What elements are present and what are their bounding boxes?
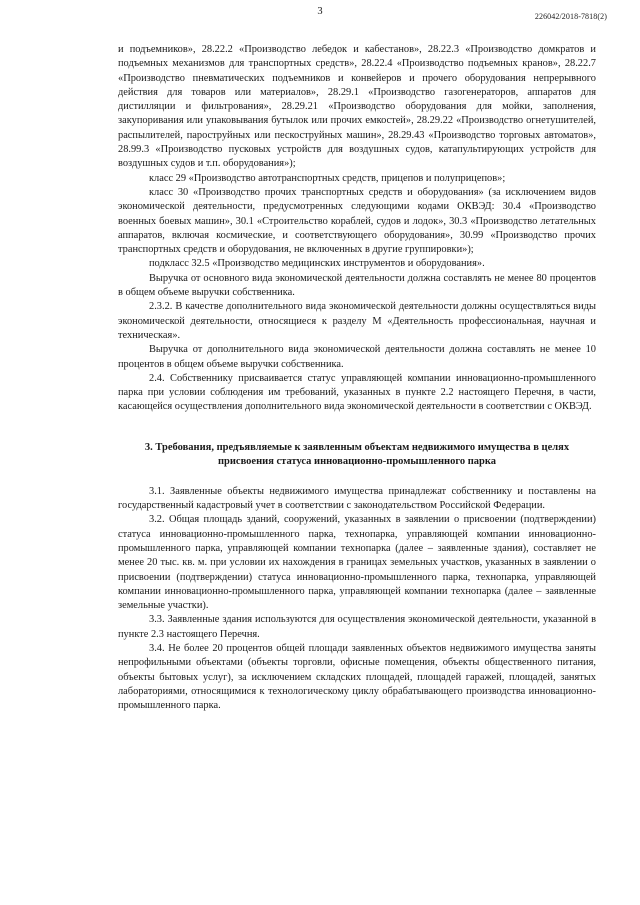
paragraph-3-4: 3.4. Не более 20 процентов общей площади заявленных объектов недвижимого имущества заняты непрофильными объектами (объекты торговли, офисные помещения, объекты общественного питания, объекты бытовых услуг), за исключением складских площадей, площадей гаражей, площадей, занятых лабораториями, относящимися к технологическому циклу обрабатывающего производства инновационно-промышленного парка. (118, 642, 596, 712)
paragraph-2-3-2: 2.3.2. В качестве дополнительного вида экономической деятельности должны осуществляться виды экономической деятельности, относящиеся к разделу М «Деятельность профессиональная, научная и техническая». (118, 301, 596, 341)
paragraph-class-29: класс 29 «Производство автотранспортных средств, прицепов и полуприцепов»; (149, 172, 506, 184)
section-3-heading: 3. Требования, предъявляемые к заявленным объектам недвижимого имущества в целях присвоения статуса инновационно-промышленного парка (144, 441, 570, 467)
paragraph-class-30: класс 30 «Производство прочих транспортных средств и оборудования» (за исключением видов экономической деятельности, предусмотренных следующими кодами ОКВЭД: 30.4 «Производство военных боевых машин», 30.1 «Строительство кораблей, судов и лодок», 30.3 «Производство летательных аппаратов, включая космические, и соответствующего оборудования», 30.99 «Производство прочих транспортных средств и оборудования, не включенных в другие группировки»); (118, 186, 596, 256)
paragraph-2-4: 2.4. Собственнику присваивается статус управляющей компании инновационно-промышленного парка при условии соблюдения им требований, указанных в пункте 2.2 настоящего Перечня, в части, касающейся осуществления дополнительного вида экономической деятельности в соответствии с ОКВЭД. (118, 372, 596, 413)
paragraph-main-revenue: Выручка от основного вида экономической деятельности должна составлять не менее 80 процентов в общем объеме выручки собственника. (118, 272, 596, 299)
paragraph-additional-revenue: Выручка от дополнительного вида экономической деятельности должна составлять не менее 10 процентов в общем объеме выручки собственника. (118, 344, 596, 370)
document-id: 226042/2018-7818(2) (534, 12, 607, 21)
paragraph-subclass-32-5: подкласс 32.5 «Производство медицинских инструментов и оборудования». (149, 258, 485, 270)
paragraph-3-1: 3.1. Заявленные объекты недвижимого имущества принадлежат собственнику и поставлены на государственный кадастровый учет в соответствии с законодательством Российской Федерации. (118, 485, 596, 512)
paragraph-3-2: 3.2. Общая площадь зданий, сооружений, указанных в заявлении о присвоении (подтверждении) статуса инновационно-промышленного парка, технопарка, управляющей компании инновационно-промышленного парка, управляющей компании технопарка (далее – заявленные здания), составляет не менее 20 тыс. кв. м. при условии их нахождения в границах земельных участков, указанных в заявлении о присвоении (подтверждении) статуса инновационно-промышленного парка, технопарка, управляющей компании инновационно-промышленного парка, управляющей компании технопарка (далее – заявленные земельные участки). (118, 514, 596, 612)
page-number: 3 (317, 6, 323, 17)
paragraph-3-3: 3.3. Заявленные здания используются для осуществления экономической деятельности, указанной в пункте 2.3 настоящего Перечня. (118, 614, 596, 640)
document-body (118, 43, 596, 713)
paragraph-continuation: и подъемников», 28.22.2 «Производство лебедок и кабестанов», 28.22.3 «Производство домкратов и подъемных механизмов для транспортных средств», 28.22.4 «Производство подъемных кранов», 28.22.7 «Производство пневматических подъемников и конвейеров и прочего оборудования непрерывного действия для товаров или материалов», 28.29.1 «Производство газогенераторов, аппаратов для дистилляции и фильтрования», 28.29.21 «Производство оборудования для мойки, заполнения, закупоривания или упаковывания бутылок или прочих емкостей», 28.29.22 «Производство огнетушителей, распылителей, пароструйных или пескоструйных машин», 28.29.43 «Производство торговых автоматов», 28.99.3 «Производство пусковых устройств для воздушных судов, катапультирующих устройств для воздушных судов и т.п. оборудования»); (118, 44, 596, 170)
